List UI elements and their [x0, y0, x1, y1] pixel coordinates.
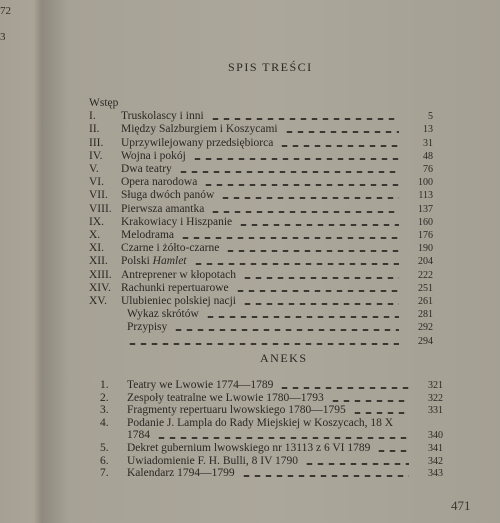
toc-entry — [42, 467, 500, 480]
entry-page-number: 76 — [423, 164, 433, 175]
dot-leader — [352, 412, 409, 414]
entry-page-number: 343 — [428, 468, 443, 480]
entry-page-number: 137 — [418, 203, 433, 215]
toc-entry — [42, 255, 500, 268]
entry-page-number: 281 — [418, 309, 433, 321]
entry-number: III. — [89, 136, 104, 149]
dot-leader — [242, 303, 399, 305]
entry-page-number: 31 — [423, 137, 433, 149]
entry-page-number: 113 — [418, 190, 433, 202]
entry-number: 4. — [100, 416, 109, 429]
entry-title: Antreprener w kłopotach — [121, 268, 236, 281]
entry-number: XIII. — [89, 268, 112, 281]
toc-entry — [42, 176, 500, 189]
toc-entry — [42, 335, 500, 348]
entry-page-number: 176 — [418, 230, 433, 241]
entry-title: Dekret gubernium lwowskiego nr 13113 z 6 VI 1789 — [127, 442, 371, 454]
entry-title: Ulubieniec polskiej nacji — [121, 295, 236, 307]
entry-page-number: 190 — [418, 243, 433, 255]
entry-number: VII. — [89, 189, 108, 202]
entry-page-number: 204 — [418, 256, 433, 268]
toc-entry — [42, 269, 500, 282]
entry-page-number: 341 — [428, 443, 443, 454]
page-fragment: 72 — [0, 5, 11, 17]
entry-page-number: 331 — [428, 405, 443, 417]
entry-page-number: 48 — [423, 150, 433, 162]
toc-entry — [42, 97, 500, 110]
entry-number: V. — [89, 163, 99, 175]
entry-number: 5. — [100, 442, 109, 454]
toc-entry — [42, 308, 500, 321]
entry-number: VIII. — [89, 202, 112, 215]
dot-leader — [376, 450, 409, 452]
toc-entry — [42, 417, 500, 430]
toc-entry — [42, 123, 500, 136]
section-title: ANEKS — [260, 351, 308, 365]
dot-leader — [242, 277, 399, 279]
toc-entry — [42, 392, 500, 405]
entry-title: Opera narodowa — [121, 176, 198, 189]
toc-entry — [42, 216, 500, 229]
entry-number: II. — [89, 123, 100, 136]
entry-title: Dwa teatry — [121, 163, 172, 175]
dot-leader — [238, 224, 399, 226]
entry-number: VI. — [89, 176, 105, 189]
entry-number: XI. — [89, 242, 105, 255]
toc-entry — [42, 150, 500, 163]
entry-number: 6. — [100, 454, 109, 467]
toc-entry — [42, 203, 500, 216]
previous-page-edge — [0, 0, 42, 523]
dot-leader — [225, 250, 399, 252]
dot-leader — [220, 197, 399, 199]
page-number: 471 — [451, 498, 471, 513]
entry-title: Uprzywilejowany przedsiębiorca — [121, 136, 274, 149]
entry-number: 2. — [100, 391, 109, 404]
entry-page-number: 222 — [418, 269, 433, 281]
entry-title: Wojna i pokój — [121, 149, 186, 162]
toc-entry — [42, 379, 500, 392]
toc-entry — [42, 189, 500, 202]
toc-entry — [42, 404, 500, 417]
dot-leader — [127, 343, 399, 345]
entry-page-number: 342 — [428, 455, 443, 467]
entry-number: 3. — [100, 404, 109, 417]
entry-page-number: 13 — [423, 124, 433, 136]
dot-leader — [279, 145, 399, 147]
entry-page-number: 321 — [428, 380, 443, 391]
dot-leader — [235, 290, 399, 292]
entry-title: Fragmenty repertuaru lwowskiego 1780—1795 — [127, 404, 346, 417]
entry-title: Zespoły teatralne we Lwowie 1780—1793 — [127, 391, 324, 404]
entry-title: Sługa dwóch panów — [121, 189, 215, 202]
page-title: SPIS TREŚCI — [228, 60, 313, 74]
entry-number: I. — [89, 110, 96, 123]
entry-number: XII. — [89, 255, 108, 268]
dot-leader — [178, 171, 399, 173]
dot-leader — [180, 237, 399, 239]
entry-title: Wstęp — [89, 97, 119, 109]
entry-title: Krakowiacy i Hiszpanie — [121, 215, 233, 228]
entry-title: Wykaz skrótów — [127, 308, 199, 321]
dot-leader — [193, 263, 399, 265]
dot-leader — [330, 400, 409, 402]
dot-leader — [205, 316, 399, 318]
toc-entry — [42, 295, 500, 308]
entry-title: Polski Hamlet — [121, 255, 187, 268]
entry-title: Truskolascy i inni — [121, 110, 204, 123]
entry-title: Kalendarz 1794—1799 — [127, 467, 235, 480]
entry-title: Rachunki repertuarowe — [121, 281, 229, 294]
toc-entry — [42, 455, 500, 468]
entry-title: Melodrama — [121, 229, 175, 241]
entry-page-number: 160 — [418, 216, 433, 228]
toc-entry — [42, 429, 500, 442]
entry-page-number: 5 — [428, 111, 433, 123]
entry-page-number: 100 — [418, 177, 433, 189]
entry-number: XIV. — [89, 281, 111, 294]
toc-entry — [42, 282, 500, 295]
contents-page — [42, 0, 500, 523]
entry-title: 1784 — [127, 429, 150, 442]
toc-entry — [42, 229, 500, 242]
dot-leader — [192, 158, 399, 160]
dot-leader — [279, 387, 409, 389]
toc-entry — [42, 242, 500, 255]
entry-title: Przypisy — [127, 321, 168, 334]
entry-number: IV. — [89, 149, 103, 162]
entry-page-number: 340 — [428, 430, 443, 442]
entry-number: IX. — [89, 215, 105, 228]
entry-page-number: 251 — [418, 282, 433, 294]
toc-entry — [42, 442, 500, 455]
page-fragment: 3 — [0, 31, 6, 43]
entry-title: Uwiadomienie F. H. Bulli, 8 IV 1790 — [127, 454, 299, 467]
entry-page-number: 294 — [418, 335, 433, 347]
toc-entry — [42, 163, 500, 176]
entry-page-number: 261 — [418, 296, 433, 307]
toc-entry — [42, 137, 500, 150]
dot-leader — [156, 437, 409, 439]
toc-entry — [42, 110, 500, 123]
entry-title: Teatry we Lwowie 1774—1789 — [127, 379, 274, 391]
dot-leader — [210, 211, 399, 213]
toc-entry — [42, 321, 500, 334]
entry-page-number: 322 — [428, 392, 443, 404]
entry-title: Podanie J. Lampla do Rady Miejskiej w Koszycach, 18 X — [127, 416, 394, 429]
entry-number: 1. — [100, 379, 109, 391]
entry-title: Między Salzburgiem i Koszycami — [121, 123, 278, 136]
dot-leader — [241, 475, 409, 477]
entry-title: Czarne i żółto-czarne — [121, 242, 220, 255]
dot-leader — [173, 329, 399, 331]
entry-number: X. — [89, 229, 101, 241]
dot-leader — [210, 118, 399, 120]
dot-leader — [304, 463, 409, 465]
dot-leader — [284, 131, 399, 133]
entry-page-number: 292 — [418, 322, 433, 334]
dot-leader — [203, 184, 399, 186]
entry-title: Pierwsza amantka — [121, 202, 205, 215]
entry-number: 7. — [100, 467, 109, 480]
entry-number: XV. — [89, 295, 108, 307]
